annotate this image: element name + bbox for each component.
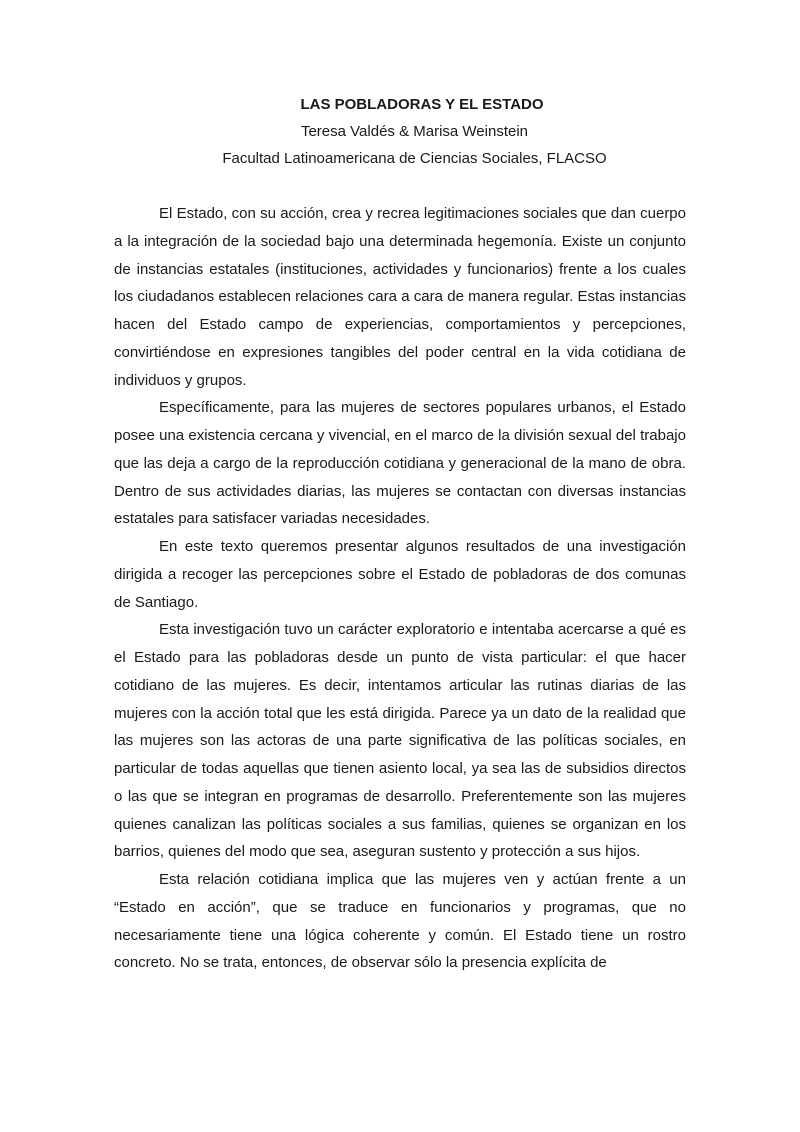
paragraph-3: En este texto queremos presentar algunos resultados de una investigación dirigida a recoger las percepciones sobre el Estado de pobladoras de dos comunas de Santiago. [114,538,686,611]
document-authors: Teresa Valdés & Marisa Weinstein [300,123,529,140]
paragraph-5: Esta relación cotidiana implica que las mujeres ven y actúan frente a un “Estado en acción”, que se traduce en funcionarios y programas, que no necesariamente tiene una lógica coherente y común. El Estado tiene un rostro concreto. No se trata, entonces, de observar sólo la presencia explícita de [114,871,686,972]
paragraph-2: Específicamente, para las mujeres de sectores populares urbanos, el Estado posee una existencia cercana y vivencial, en el marco de la división sexual del trabajo que las deja a cargo de la reproducción cotidiana y generacional de la mano de obra. Dentro de sus actividades diarias, las mujeres se contactan con diversas instancias estatales para satisfacer variadas necesidades. [114,399,686,528]
document-title: LAS POBLADORAS Y EL ESTADO [300,96,544,113]
document-body [114,92,686,977]
body-text [114,200,686,977]
paragraph-4: Esta investigación tuvo un carácter exploratorio e intentaba acercarse a qué es el Estado para las pobladoras desde un punto de vista particular: el que hacer cotidiano de las mujeres. Es decir, intentamos articular las rutinas diarias de las mujeres con la acción total que les está dirigida. Parece ya un dato de la realidad que las mujeres son las actoras de una parte significativa de las políticas sociales, en particular de todas aquellas que tienen asiento local, ya sea las de subsidios directos o las que se integran en programas de desarrollo. Preferentemente son las mujeres quienes canalizan las políticas sociales a sus familias, quienes se organizan en los barrios, quienes del modo que sea, aseguran sustento y protección a sus hijos. [114,621,686,861]
paragraph-1: El Estado, con su acción, crea y recrea legitimaciones sociales que dan cuerpo a la integración de la sociedad bajo una determinada hegemonía. Existe un conjunto de instancias estatales (instituciones, actividades y funcionarios) frente a los cuales los ciudadanos establecen relaciones cara a cara de manera regular. Estas instancias hacen del Estado campo de experiencias, comportamientos y percepciones, convirtiéndose en expresiones tangibles del poder central en la vida cotidiana de individuos y grupos. [114,205,686,389]
document-affiliation: Facultad Latinoamericana de Ciencias Sociales, FLACSO [222,150,607,167]
